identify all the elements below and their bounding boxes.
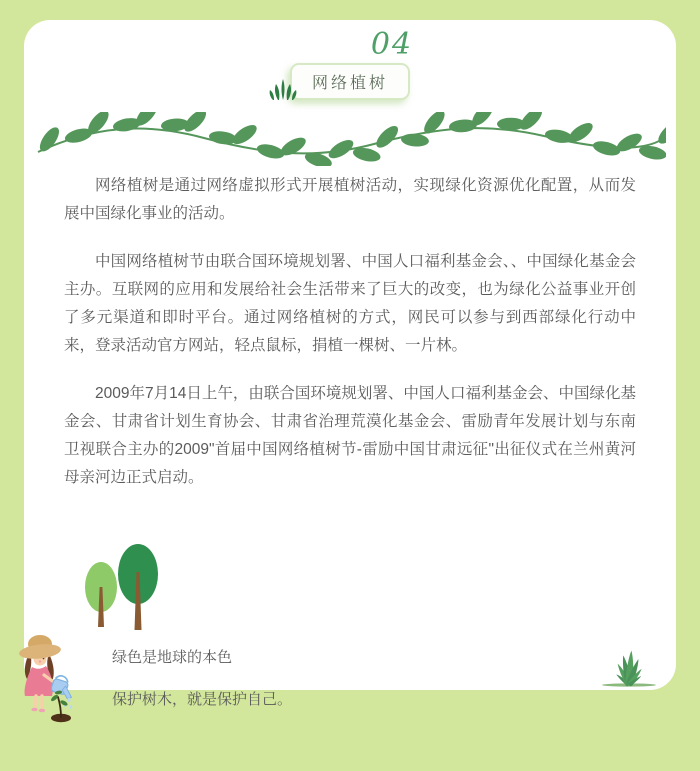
- section-header: [24, 63, 676, 100]
- slogan-line-2: 保护树木，就是保护自己。: [112, 691, 293, 708]
- article-paragraph: 网络植树是通过网络虚拟形式开展植树活动，实现绿化资源优化配置，从而发展中国绿化事业的活动。: [64, 177, 636, 222]
- girl-watering-sprout-illustration: [8, 630, 98, 726]
- section-number: 04: [370, 27, 414, 62]
- slogan-line-1: 绿色是地球的本色: [112, 649, 233, 666]
- content-card: [24, 20, 676, 708]
- article-body: [24, 166, 676, 492]
- section-title: 网络植树: [290, 63, 410, 100]
- section-title-badge-wrap: [290, 63, 410, 100]
- article-paragraph: 中国网络植树节由联合国环境规划署、中国人口福利基金会、、中国绿化基金会主办。互联网的应用和发展给社会生活带来了巨大的改变，也为绿化公益事业开创了多元渠道和即时平台。通过网络植树的方式，网民可以参与到西部绿化行动中来，登录活动官方网站，轻点鼠标，捐植一棵树、一片林。: [64, 253, 636, 354]
- grass-icon: [266, 75, 300, 106]
- leaf-vine-divider-illustration: [34, 112, 666, 166]
- article-paragraph: 2009年7月14日上午，由联合国环境规划署、中国人口福利基金会、中国绿化基金会、甘肃省计划生育协会、甘肃省治理荒漠化基金会、雷励青年发展计划与东南卫视联合主办的2009"首届中国网络植树节-雷励中国甘肃远征"出征仪式在兰州黄河母亲河边正式启动。: [64, 385, 636, 486]
- trees-illustration: [74, 542, 179, 632]
- bush-illustration: [596, 644, 662, 688]
